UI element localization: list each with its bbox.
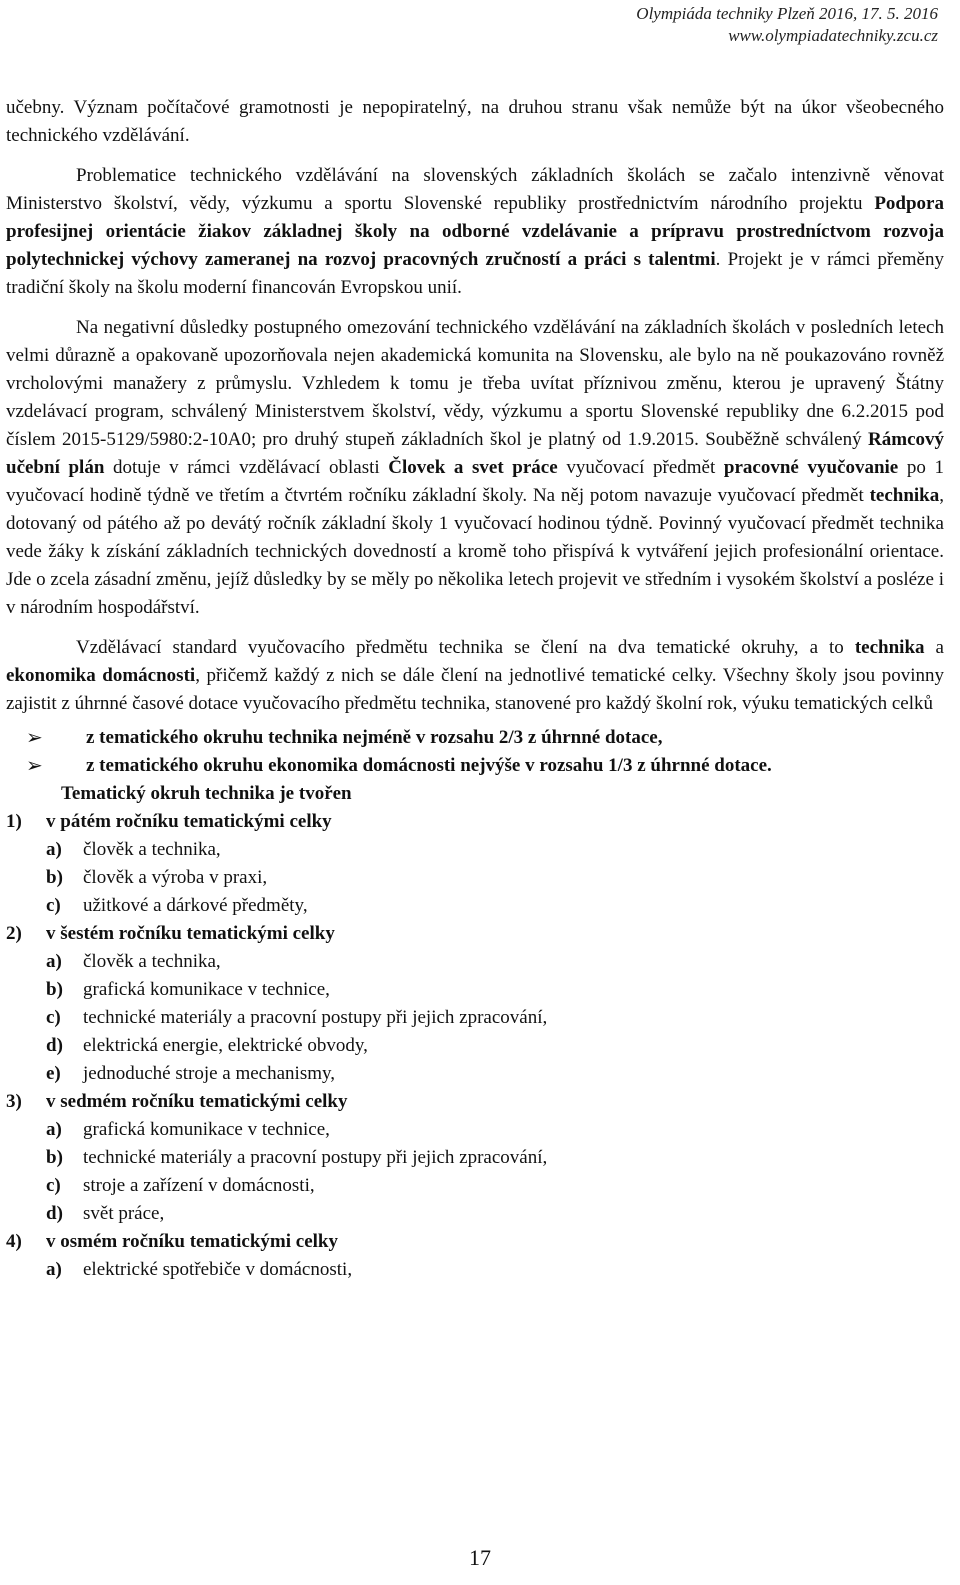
page-number: 17 [469,1545,491,1570]
list-item: c) technické materiály a pracovní postupy při jejich zpracování, [46,1007,548,1028]
arrow-icon: ➢ [26,755,43,777]
header-conference: Olympiáda techniky Plzeň 2016, 17. 5. 2016 [636,4,938,23]
list-item: a) člověk a technika, [46,839,221,860]
arrow-icon: ➢ [26,727,43,749]
list-item: ➢ z tematického okruhu ekonomika domácnosti nejvýše v rozsahu 1/3 z úhrnné dotace. [6,752,944,780]
grade-title: v osmém ročníku tematickými celky [46,1231,338,1252]
list-item: c) užitkové a dárkové předměty, [46,895,308,916]
list-item: d) elektrická energie, elektrické obvody, [46,1035,368,1056]
list-item: c) stroje a zařízení v domácnosti, [46,1175,315,1196]
grade-section [6,808,944,920]
term-ramcovy-plan: Rámcový učební plán [6,429,944,478]
list-item: a) člověk a technika, [46,951,221,972]
grade-section [6,1088,944,1228]
term-technika: technika [869,485,940,506]
list-item: b) člověk a výroba v praxi, [46,867,268,888]
paragraph-1: učebny. Význam počítačové gramotnosti je nepopiratelný, na druhou stranu však nemůže být na úkor všeobecného technického vzdělávání. [6,97,944,146]
grade-number: 4) [6,1231,22,1252]
topic-title: Tematický okruh technika je tvořen [61,783,352,804]
bullet-list [6,724,944,780]
grade-number: 2) [6,923,22,944]
grade-section [6,920,944,1088]
project-name: Podpora profesijnej orientácie žiakov základnej školy na odborné vzdelávanie a prípravu prostredníctvom rozvoja polytechnickej výchovy zameranej na rozvoj pracovných zručností a práci s talentmi [6,193,944,270]
grade-title: v šestém ročníku tematickými celky [46,923,335,944]
grade-title: v pátém ročníku tematickými celky [46,811,332,832]
term-clovek-a-svet-prace: Človek a svet práce [388,457,558,478]
list-item: a) elektrické spotřebiče v domácnosti, [46,1259,353,1280]
list-item: ➢ z tematického okruhu technika nejméně v rozsahu 2/3 z úhrnné dotace, [6,724,944,752]
paragraph-4: Vzdělávací standard vyučovacího předmětu technika se člení na dva tematické okruhy, a to technika a ekonomika domácnosti, přičemž každý z nich se dále člení na jednotlivé tematické celky. Všechny školy jsou povinny zajistit z úhrnné časové dotace vyučovacího předmětu technika, stanovené pro každý školní rok, výuku tematických celků [6,637,944,714]
list-item: a) grafická komunikace v technice, [46,1119,330,1140]
term-pracovne-vyucovanie: pracovné vyučovanie [723,457,899,478]
grade-section [6,1228,944,1284]
list-item: b) technické materiály a pracovní postupy při jejich zpracování, [46,1147,548,1168]
list-item: e) jednoduché stroje a mechanismy, [46,1063,336,1084]
grade-number: 3) [6,1091,22,1112]
list-item: d) svět práce, [46,1203,165,1224]
list-item: b) grafická komunikace v technice, [46,979,330,1000]
grade-title: v sedmém ročníku tematickými celky [46,1091,348,1112]
header-url: www.olympiadatechniky.zcu.cz [728,26,938,45]
paragraph-2: Problematice technického vzdělávání na slovenských základních školách se začalo intenzivně věnovat Ministerstvo školství, vědy, výzkumu a sportu Slovenské republiky prostřednictvím národního projektu Podpora profesijnej orientácie žiakov základnej školy na odborné vzdelávanie a prípravu prostredníctvom rozvoja polytechnickej výchovy zameranej na rozvoj pracovných zručností a práci s talentmi. Projekt je v rámci přeměny tradiční školy na školu moderní financován Evropskou unií. [6,165,944,298]
page-header [636,3,938,47]
paragraph-3: Na negativní důsledky postupného omezování technického vzdělávání na základních školách v posledních letech velmi důrazně a opakovaně upozorňovala nejen akademická komunita na Slovensku, ale bylo na ně poukazováno rovněž vrcholovými manažery z průmyslu. Vzhledem k tomu je třeba uvítat příznivou změnu, kterou je upravený Štátny vzdelávací program, schválený Ministerstvem školství, vědy, výzkumu a sportu Slovenské republiky dne 6.2.2015 pod číslem 2015-5129/5980:2-10A0; pro druhý stupeň základních škol je platný od 1.9.2015. Souběžně schválený Rámcový učební plán dotuje v rámci vzdělávací oblasti Človek a svet práce vyučovací předmět pracovné vyučovanie po 1 vyučovací hodině týdně ve třetím a čtvrtém ročníku základní školy. Na něj potom navazuje vyučovací předmět technika, dotovaný od pátého až po devátý ročník základní školy 1 vyučovací hodinou týdně. Povinný vyučovací předmět technika vede žáky k získání základních technických dovedností a kromě toho přispívá k vytváření jejich profesionální orientace. Jde o zcela zásadní změnu, jejíž důsledky by se měly po několika letech projevit ve středním i vysokém školství a posléze i v národním hospodářství. [6,317,944,618]
document-body [6,94,944,1284]
grade-number: 1) [6,811,22,832]
